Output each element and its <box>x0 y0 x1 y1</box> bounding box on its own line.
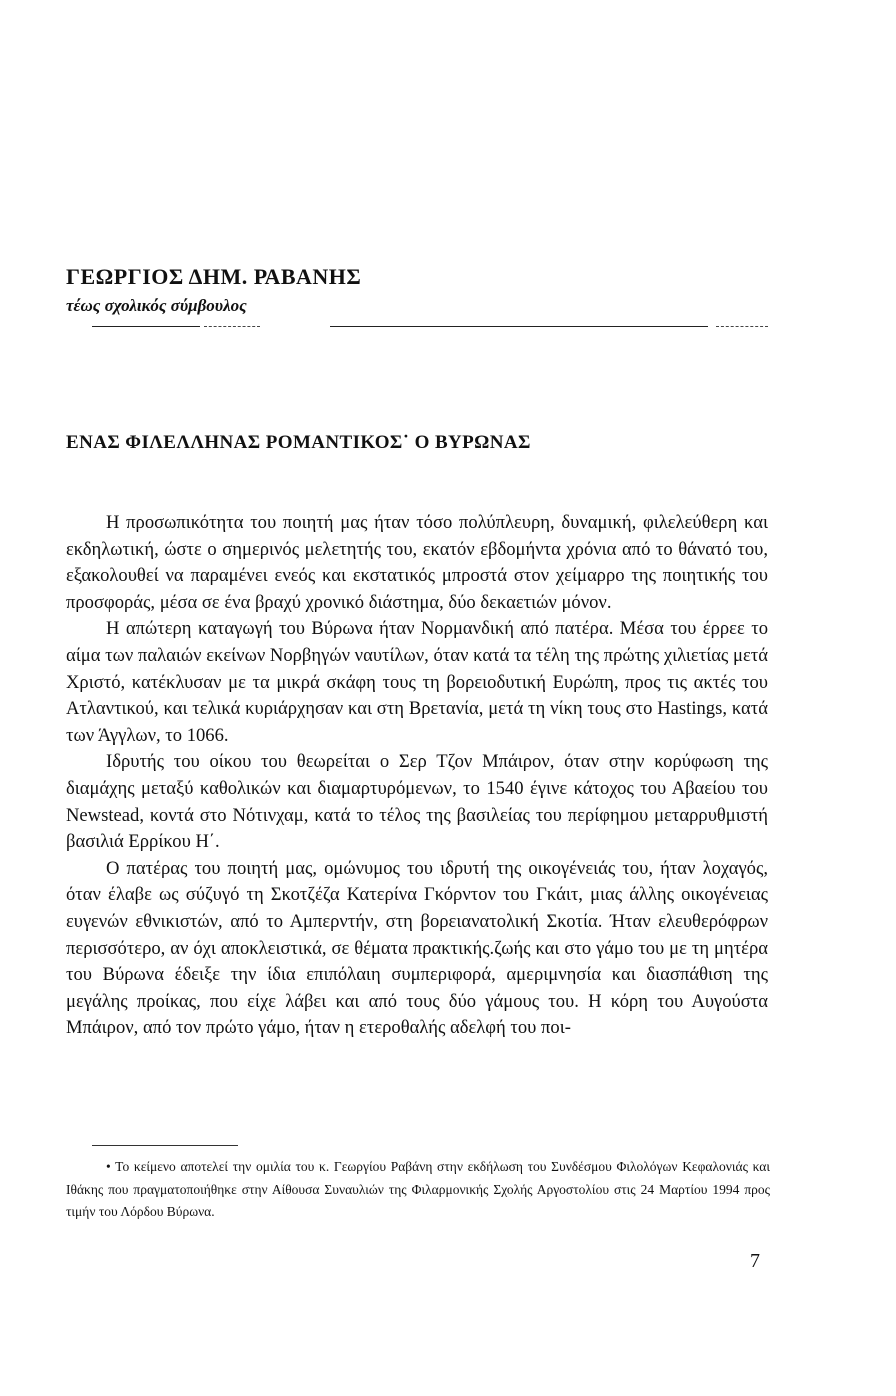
footnote: • Το κείμενο αποτελεί την ομιλία του κ. Γεωργίου Ραβάνη στην εκδήλωση του Συνδέσμου Φιλολόγων Κεφαλονιάς και Ιθάκης που πραγματοποιήθηκε στην Αίθουσα Συναυλιών της Φιλαρμονικής Σχολής Αργοστολίου στις 24 Μαρτίου 1994 προς τιμήν του Λόρδου Βύρωνα. <box>66 1159 770 1220</box>
footnote-divider <box>92 1145 238 1146</box>
article-title: ΕΝΑΣ ΦΙΛΕΛΛΗΝΑΣ ΡΟΜΑΝΤΙΚΟΣ˙ Ο ΒΥΡΩΝΑΣ <box>66 432 531 453</box>
paragraph: Η απώτερη καταγωγή του Βύρωνα ήταν Νορμανδική από πατέρα. Μέσα του έρρεε το αίμα των παλαιών εκείνων Νορβηγών ναυτίλων, όταν κατά τα τέλη της πρώτης χιλιετίας μετά Χριστό, κατέκλυσαν με τα μικρά σκάφη τους τη βορειοδυτική Ευρώπη, προς τις ακτές του Ατλαντικού, και τελικά κυριάρχησαν και στη Βρετανία, μετά τη νίκη τους στο Hastings, κατά των Άγγλων, το 1066. <box>66 618 768 746</box>
header-rule-left-dashed <box>204 326 260 327</box>
header-rule-right <box>330 326 708 327</box>
page-number: 7 <box>750 1250 760 1272</box>
header-rule-right-dashed <box>716 326 768 327</box>
author-name: ΓΕΩΡΓΙΟΣ ΔΗΜ. ΡΑΒΑΝΗΣ <box>66 264 362 289</box>
author-role: τέως σχολικός σύμβουλος <box>66 296 247 315</box>
article-body <box>66 510 768 1042</box>
paragraph: Ο πατέρας του ποιητή μας, ομώνυμος του ιδρυτή της οικογένειάς του, ήταν λοχαγός, όταν έλαβε ως σύζυγό τη Σκοτζέζα Κατερίνα Γκόρντον του Γκάιτ, μιας άλλης οικογένειας ευγενών εθνικιστών, από το Αμπερντήν, στη βορειανατολική Σκοτία. Ήταν ελευθερόφρων περισσότερο, αν όχι αποκλειστικά, σε θέματα πρακτικής.ζωής και στο γάμο του με τη μητέρα του Βύρωνα έδειξε την ίδια επιπόλαιη συμπεριφορά, αμεριμνησία και διασπάθιση της μεγάλης προίκας, που είχε λάβει και από τους δύο γάμους του. Η κόρη του Αυγούστα Μπάιρον, από τον πρώτο γάμο, ήταν η ετεροθαλής αδελφή του ποι- <box>66 857 768 1039</box>
paragraph: Η προσωπικότητα του ποιητή μας ήταν τόσο πολύπλευρη, δυναμική, φιλελεύθερη και εκδηλωτική, ώστε ο σημερινός μελετητής του, εκατόν εβδομήντα χρόνια από το θάνατό του, εξακολουθεί να παραμένει ενεός και εκστατικός μπροστά στον χείμαρρο της ποιητικής του προσφοράς, μέσα σε ένα βραχύ χρονικό διάστημα, δύο δεκαετιών μόνον. <box>66 512 768 613</box>
header-rule-left <box>92 326 200 327</box>
paragraph: Ιδρυτής του οίκου του θεωρείται ο Σερ Τζον Μπάιρον, όταν στην κορύφωση της διαμάχης μεταξύ καθολικών και διαμαρτυρόμενων, το 1540 έγινε κάτοχος του Αβαείου του Newstead, κοντά στο Νότινχαμ, κατά το τέλος της βασιλείας του περίφημου μεταρρυθμιστή βασιλιά Ερρίκου Η΄. <box>66 751 768 853</box>
